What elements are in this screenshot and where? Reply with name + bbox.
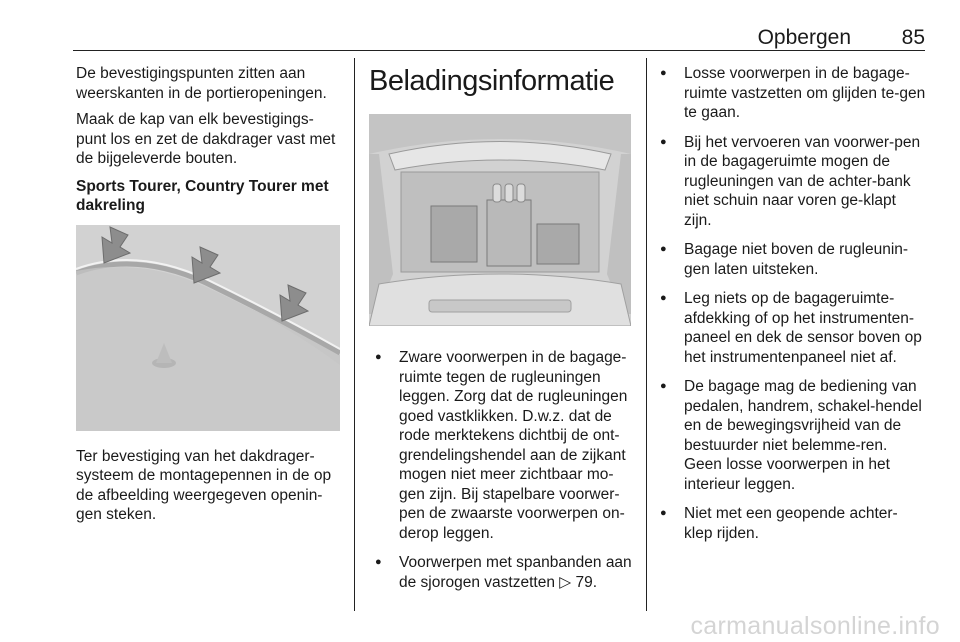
middle-column xyxy=(369,64,635,602)
loading-bullet-list xyxy=(369,348,635,592)
list-item: ● Bagage niet boven de rugleunin-gen laten uitsteken. xyxy=(654,240,926,279)
page-number: 85 xyxy=(901,26,925,49)
column-divider xyxy=(354,58,355,611)
list-item: ● Losse voorwerpen in de bagage-ruimte vastzetten om glijden te-gen te gaan. xyxy=(654,64,926,123)
column-divider xyxy=(646,58,647,611)
watermark-text: carmanualsonline.info xyxy=(690,612,940,640)
left-column xyxy=(76,64,342,532)
list-item: ● Zware voorwerpen in de bagage-ruimte tegen de rugleuningen leggen. Zorg dat de rugleuningen goed vastklikken. D.w.z. dat de rode merktekens dichtbij de ont-grendelingshendel aan de zijkant mogen niet meer zichtbaar mo-gen zijn. Bij stapelbare voorwer-pen de zwaarste voorwerpen on-derop leggen. xyxy=(369,348,635,543)
paragraph: De bevestigingspunten zitten aan weerskanten in de portieropeningen. xyxy=(76,65,327,102)
loading-bullet-list xyxy=(654,64,926,543)
list-item: ● Leg niets op de bagageruimte-afdekking of op het instrumenten-paneel en dek de sensor boven op het instrumentenpaneel niet af. xyxy=(654,289,926,367)
list-item: ● Voorwerpen met spanbanden aan de sjorogen vastzetten ▷ 79. xyxy=(369,553,635,592)
figure-caption: Ter bevestiging van het dakdrager-systeem de montagepennen in de op de afbeelding weergegeven openin-gen steken. xyxy=(76,447,332,523)
section-title: Beladingsinformatie xyxy=(369,65,615,97)
list-item: ● Niet met een geopende achter-klep rijden. xyxy=(654,504,926,543)
roof-rail-illustration xyxy=(76,225,340,431)
page-title: Opbergen xyxy=(757,26,851,49)
list-item: ● De bagage mag de bediening van pedalen, handrem, schakel-hendel en de bewegingsvrijheid van de bestuurder niet belemme-ren. Geen losse voorwerpen in het interieur leggen. xyxy=(654,377,926,494)
section-heading: Sports Tourer, Country Tourer met dakreling xyxy=(76,177,329,214)
list-item: ● Bij het vervoeren van voorwer-pen in de bagageruimte mogen de rugleuningen van de achter-bank niet schuin naar voren ge-klapt zijn. xyxy=(654,133,926,231)
cargo-loading-illustration xyxy=(369,114,631,326)
paragraph: Maak de kap van elk bevestigings-punt los en zet de dakdrager vast met de bijgeleverde bouten. xyxy=(76,111,336,167)
page-header xyxy=(73,24,925,51)
right-column xyxy=(654,64,926,553)
